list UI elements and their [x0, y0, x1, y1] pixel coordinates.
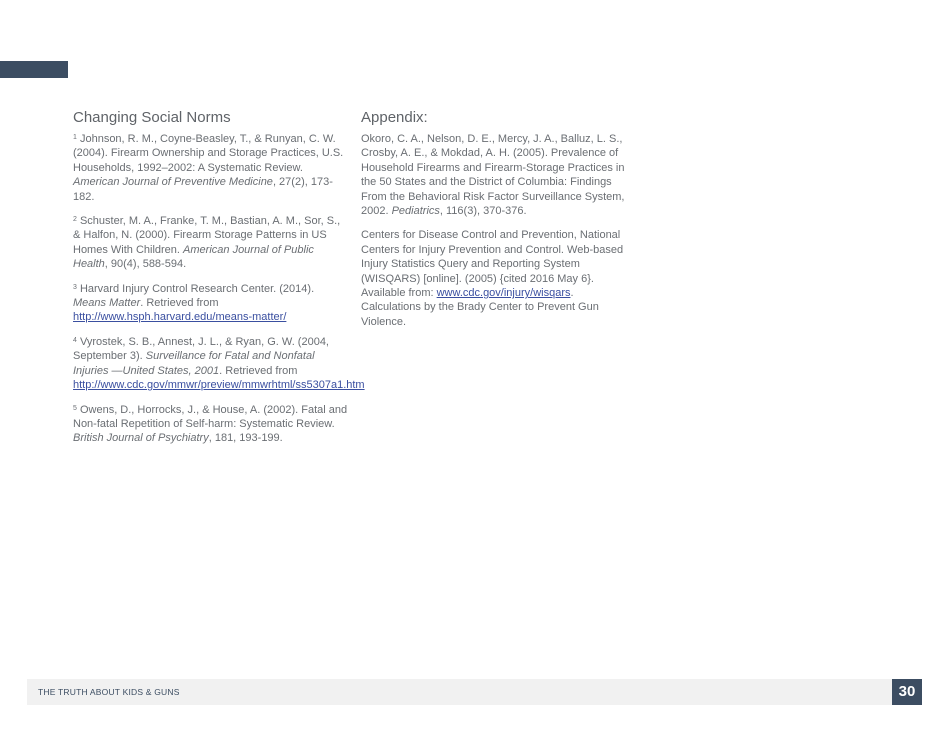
reference-number: 2 [73, 216, 77, 224]
reference-text-mid: . Retrieved from [219, 364, 298, 377]
section-heading-changing-social-norms: Changing Social Norms [73, 109, 231, 126]
reference-item-1 [73, 132, 348, 204]
footer-document-title: THE TRUTH ABOUT KIDS & GUNS [38, 687, 180, 697]
journal-title: Pediatrics [391, 205, 440, 218]
reference-text-end: , 116(3), 370-376. [439, 205, 527, 218]
references-column-left [73, 109, 365, 456]
section-heading-appendix: Appendix: [361, 109, 428, 126]
reference-text-mid: . Retrieved from [140, 297, 219, 310]
corner-accent-bar [0, 61, 68, 78]
reference-link-cdc-mmwr[interactable]: http://www.cdc.gov/mmwr/preview/mmwrhtml/ss5307a1.htm [73, 379, 365, 392]
publication-title: Means Matter [73, 297, 141, 310]
reference-text: Schuster, M. A., Franke, T. M., Bastian, A. M., Sor, S., & Halfon, N. (2000). Firearm Storage Patterns in US Homes With Children. [73, 215, 341, 256]
reference-link-harvard[interactable]: http://www.hsph.harvard.edu/means-matter/ [73, 311, 287, 324]
reference-item-2 [73, 214, 348, 272]
reference-text: Okoro, C. A., Nelson, D. E., Mercy, J. A., Balluz, L. S., Crosby, A. E., & Mokdad, A. H. (2005). Prevalence of Household Firearms and Firearm-Storage Practices in the 50 States and the District of Columbia: Findings From the Behavioral Risk Factor Surveillance System, 2002. [361, 133, 625, 218]
reference-text-end: , 90(4), 588-594. [104, 258, 187, 271]
reference-text: Centers for Disease Control and Prevention, National Centers for Injury Prevention and Control. Web-based Injury Statistics Query and Reporting System (WISQARS) [online]. (2005) {cited 2016 May 6}. Available from: [361, 229, 624, 300]
reference-item-3 [73, 282, 348, 325]
reference-text-end: , 181, 193-199. [208, 432, 283, 445]
appendix-reference-2 [361, 228, 636, 329]
publication-title: Surveillance for Fatal and Nonfatal Injuries —United States, 2001 [73, 350, 315, 377]
reference-item-5 [73, 403, 348, 446]
reference-item-4 [73, 335, 365, 393]
reference-link-wisqars[interactable]: www.cdc.gov/injury/wisqars [436, 287, 571, 300]
reference-number: 4 [73, 336, 77, 344]
reference-text-end: , 27(2), 173-182. [73, 176, 333, 203]
journal-title: American Journal of Public Health [73, 243, 314, 271]
reference-number: 1 [73, 134, 77, 141]
reference-text-end: . Calculations by the Brady Center to Prevent Gun Violence. [361, 287, 599, 328]
reference-text: Johnson, R. M., Coyne-Beasley, T., & Runyan, C. W. (2004). Firearm Ownership and Storage Practices, U.S. Households, 1992–2002: A Systematic Review. [73, 133, 344, 174]
journal-title: British Journal of Psychiatry [73, 432, 209, 445]
reference-number: 5 [73, 404, 77, 412]
journal-title: American Journal of Preventive Medicine [73, 176, 273, 189]
reference-text: Harvard Injury Control Research Center. (2014). [76, 282, 315, 295]
reference-text: Owens, D., Horrocks, J., & House, A. (2002). Fatal and Non-fatal Repetition of Self-harm: Systematic Review. [73, 403, 348, 430]
reference-text: Vyrostek, S. B., Annest, J. L., & Ryan, G. W. (2004, September 3). [73, 335, 329, 363]
page-number-badge: 30 [892, 679, 922, 705]
appendix-column-right [361, 109, 636, 339]
appendix-reference-1 [361, 132, 636, 218]
footer-bar [27, 679, 892, 705]
reference-number: 3 [73, 283, 77, 291]
